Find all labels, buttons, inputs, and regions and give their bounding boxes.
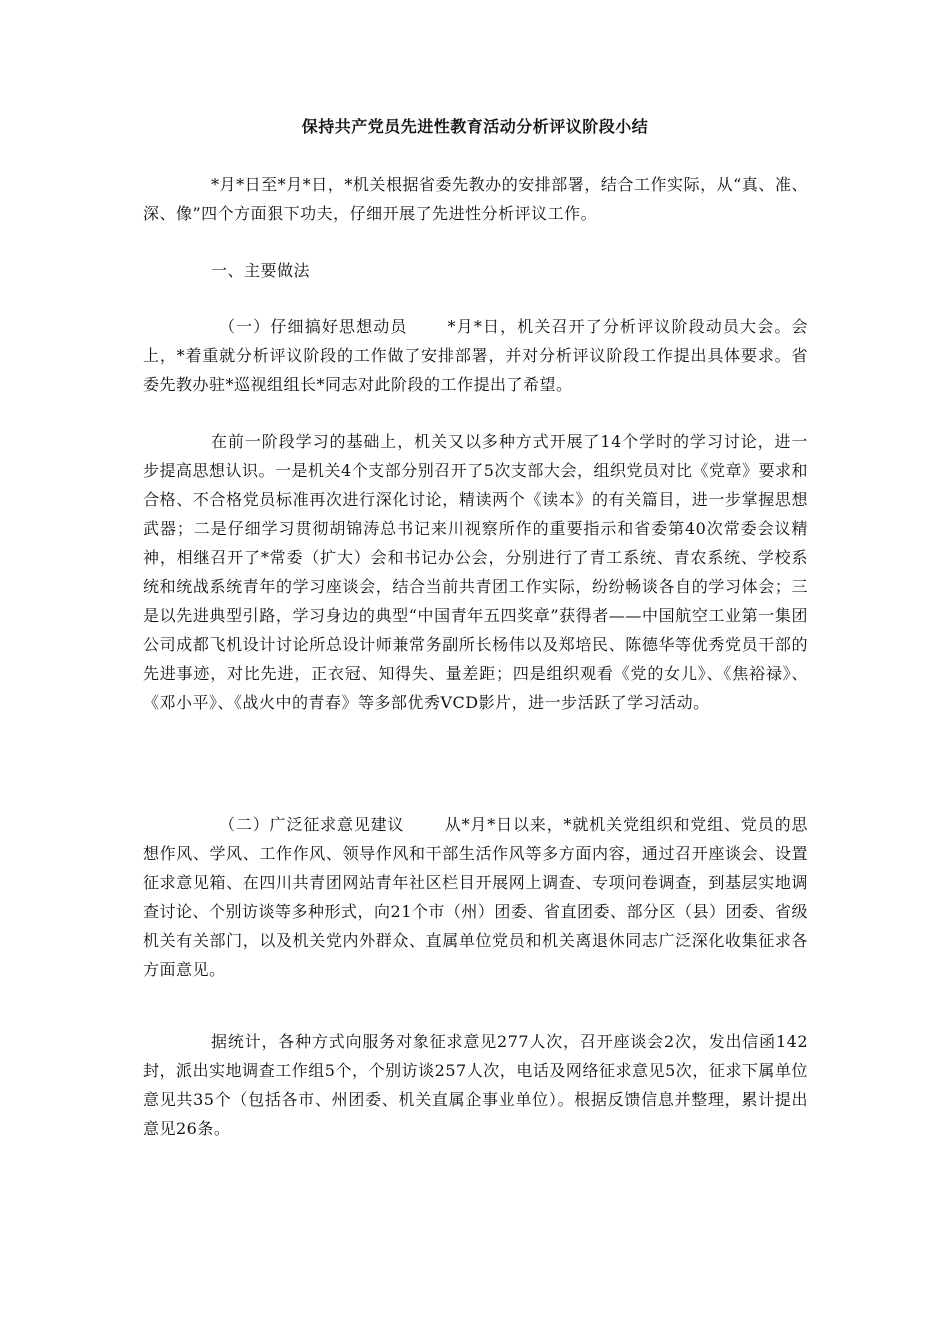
subsection-2-heading: （二）广泛征求意见建议 — [219, 815, 405, 834]
statistics-paragraph: 据统计，各种方式向服务对象征求意见277人次，召开座谈会2次，发出信函142封，派出实地调查工作组5个，个别访谈257人次，电话及网络征求意见5次，征求下属单位意见共35个（包括各市、州团委、机关直属企事业单位）。根据反馈信息并整理，累计提出意见26条。 — [143, 1032, 808, 1138]
subsection-1-heading: （一）仔细搞好思想动员 — [219, 317, 408, 336]
subsection-1-body: *月*日，机关召开了分析评议阶段动员大会。会上，*着重就分析评议阶段的工作做了安排部署，并对分析评议阶段工作提出具体要求。省委先教办驻*巡视组组长*同志对此阶段的工作提出了希望。 — [143, 317, 808, 394]
subsection-2-body: 从*月*日以来，*就机关党组织和党组、党员的思想作风、学风、工作作风、领导作风和干部生活作风等多方面内容，通过召开座谈会、设置征求意见箱、在四川共青团网站青年社区栏目开展网上调查、专项问卷调查，到基层实地调查讨论、个别访谈等多种形式，向21个市（州）团委、省直团委、部分区（县）团委、省级机关有关部门，以及机关党内外群众、直属单位党员和机关离退休同志广泛深化收集征求各方面意见。 — [143, 815, 808, 979]
section-heading-main-methods: 一、主要做法 — [211, 261, 311, 280]
intro-paragraph: *月*日至*月*日，*机关根据省委先教办的安排部署，结合工作实际，从“真、准、深、像”四个方面狠下功夫，仔细开展了先进性分析评议工作。 — [143, 175, 808, 223]
page-title: 保持共产党员先进性教育活动分析评议阶段小结 — [301, 117, 649, 136]
subsection-2-paragraph — [143, 810, 808, 984]
study-paragraph: 在前一阶段学习的基础上，机关又以多种方式开展了14个学时的学习讨论，进一步提高思想认识。一是机关4个支部分别召开了5次支部大会，组织党员对比《党章》要求和合格、不合格党员标准再次进行深化讨论，精读两个《读本》的有关篇目，进一步掌握思想武器；二是仔细学习贯彻胡锦涛总书记来川视察所作的重要指示和省委第40次常委会议精神，相继召开了*常委（扩大）会和书记办公会，分别进行了青工系统、青农系统、学校系统和统战系统青年的学习座谈会，结合当前共青团工作实际，纷纷畅谈各自的学习体会；三是以先进典型引路，学习身边的典型“中国青年五四奖章”获得者——中国航空工业第一集团公司成都飞机设计讨论所总设计师兼常务副所长杨伟以及郑培民、陈德华等优秀党员干部的先进事迹，对比先进，正衣冠、知得失、量差距；四是组织观看《党的女儿》、《焦裕禄》、《邓小平》、《战火中的青春》等多部优秀VCD影片，进一步活跃了学习活动。 — [143, 432, 808, 712]
subsection-1-paragraph — [143, 312, 808, 399]
